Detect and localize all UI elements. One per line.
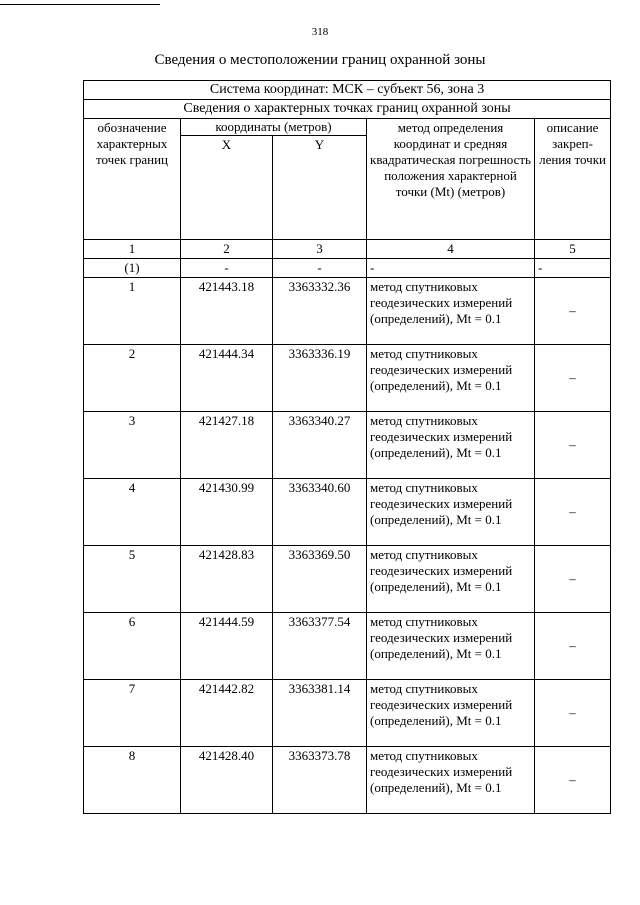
header-coordinates: координаты (метров) bbox=[181, 119, 367, 136]
description-cell: – bbox=[535, 479, 611, 546]
description-cell: – bbox=[535, 680, 611, 747]
y-cell: 3363336.19 bbox=[273, 345, 367, 412]
placeholder-x: - bbox=[181, 259, 273, 278]
description-cell: – bbox=[535, 546, 611, 613]
y-cell: 3363332.36 bbox=[273, 278, 367, 345]
page-title: Сведения о местоположении границ охранной зоны bbox=[154, 52, 486, 68]
page-number: 318 bbox=[311, 26, 329, 38]
table-row bbox=[84, 345, 611, 412]
column-number: 3 bbox=[273, 240, 367, 259]
y-cell: 3363340.60 bbox=[273, 479, 367, 546]
x-cell: 421443.18 bbox=[181, 278, 273, 345]
header-designation: обозначение характерных точек границ bbox=[84, 119, 181, 240]
method-cell: метод спутниковых геодезических измерений (определений), Mt = 0.1 bbox=[367, 345, 535, 412]
top-rule bbox=[0, 4, 160, 5]
point-cell: 1 bbox=[84, 278, 181, 345]
coordinate-system-cell: Система координат: МСК – субъект 56, зона 3 bbox=[84, 81, 611, 100]
header-y: Y bbox=[273, 136, 367, 240]
point-cell: 5 bbox=[84, 546, 181, 613]
table-row bbox=[84, 412, 611, 479]
method-cell: метод спутниковых геодезических измерений (определений), Mt = 0.1 bbox=[367, 680, 535, 747]
x-cell: 421428.40 bbox=[181, 747, 273, 814]
x-cell: 421430.99 bbox=[181, 479, 273, 546]
description-cell: – bbox=[535, 747, 611, 814]
x-cell: 421444.59 bbox=[181, 613, 273, 680]
method-cell: метод спутниковых геодезических измерений (определений), Mt = 0.1 bbox=[367, 479, 535, 546]
section-cell: Сведения о характерных точках границ охранной зоны bbox=[84, 100, 611, 119]
point-cell: 7 bbox=[84, 680, 181, 747]
point-cell: 8 bbox=[84, 747, 181, 814]
method-cell: метод спутниковых геодезических измерений (определений), Mt = 0.1 bbox=[367, 747, 535, 814]
point-cell: 4 bbox=[84, 479, 181, 546]
y-cell: 3363369.50 bbox=[273, 546, 367, 613]
description-cell: – bbox=[535, 345, 611, 412]
description-cell: – bbox=[535, 613, 611, 680]
placeholder-description: - bbox=[535, 259, 611, 278]
table-row bbox=[84, 278, 611, 345]
coordinate-system-row bbox=[84, 81, 611, 100]
placeholder-designation: (1) bbox=[84, 259, 181, 278]
point-cell: 2 bbox=[84, 345, 181, 412]
placeholder-row bbox=[84, 259, 611, 278]
column-number-row bbox=[84, 240, 611, 259]
header-row-1 bbox=[84, 119, 611, 136]
description-cell: – bbox=[535, 412, 611, 479]
table-row bbox=[84, 479, 611, 546]
y-cell: 3363377.54 bbox=[273, 613, 367, 680]
column-number: 1 bbox=[84, 240, 181, 259]
y-cell: 3363373.78 bbox=[273, 747, 367, 814]
column-number: 5 bbox=[535, 240, 611, 259]
method-cell: метод спутниковых геодезических измерений (определений), Mt = 0.1 bbox=[367, 613, 535, 680]
header-description: описание закреп-ления точки bbox=[535, 119, 611, 240]
point-cell: 6 bbox=[84, 613, 181, 680]
x-cell: 421428.83 bbox=[181, 546, 273, 613]
x-cell: 421444.34 bbox=[181, 345, 273, 412]
table-row bbox=[84, 546, 611, 613]
column-number: 2 bbox=[181, 240, 273, 259]
header-method: метод определения координат и средняя квадратическая погрешность положения характерной точки (Mt) (метров) bbox=[367, 119, 535, 240]
boundary-points-table bbox=[83, 80, 611, 814]
header-x: X bbox=[181, 136, 273, 240]
point-cell: 3 bbox=[84, 412, 181, 479]
y-cell: 3363381.14 bbox=[273, 680, 367, 747]
placeholder-method: - bbox=[367, 259, 535, 278]
x-cell: 421442.82 bbox=[181, 680, 273, 747]
section-row bbox=[84, 100, 611, 119]
method-cell: метод спутниковых геодезических измерений (определений), Mt = 0.1 bbox=[367, 412, 535, 479]
method-cell: метод спутниковых геодезических измерений (определений), Mt = 0.1 bbox=[367, 546, 535, 613]
table-row bbox=[84, 613, 611, 680]
table-row bbox=[84, 680, 611, 747]
table-row bbox=[84, 747, 611, 814]
y-cell: 3363340.27 bbox=[273, 412, 367, 479]
x-cell: 421427.18 bbox=[181, 412, 273, 479]
method-cell: метод спутниковых геодезических измерений (определений), Mt = 0.1 bbox=[367, 278, 535, 345]
placeholder-y: - bbox=[273, 259, 367, 278]
column-number: 4 bbox=[367, 240, 535, 259]
description-cell: – bbox=[535, 278, 611, 345]
